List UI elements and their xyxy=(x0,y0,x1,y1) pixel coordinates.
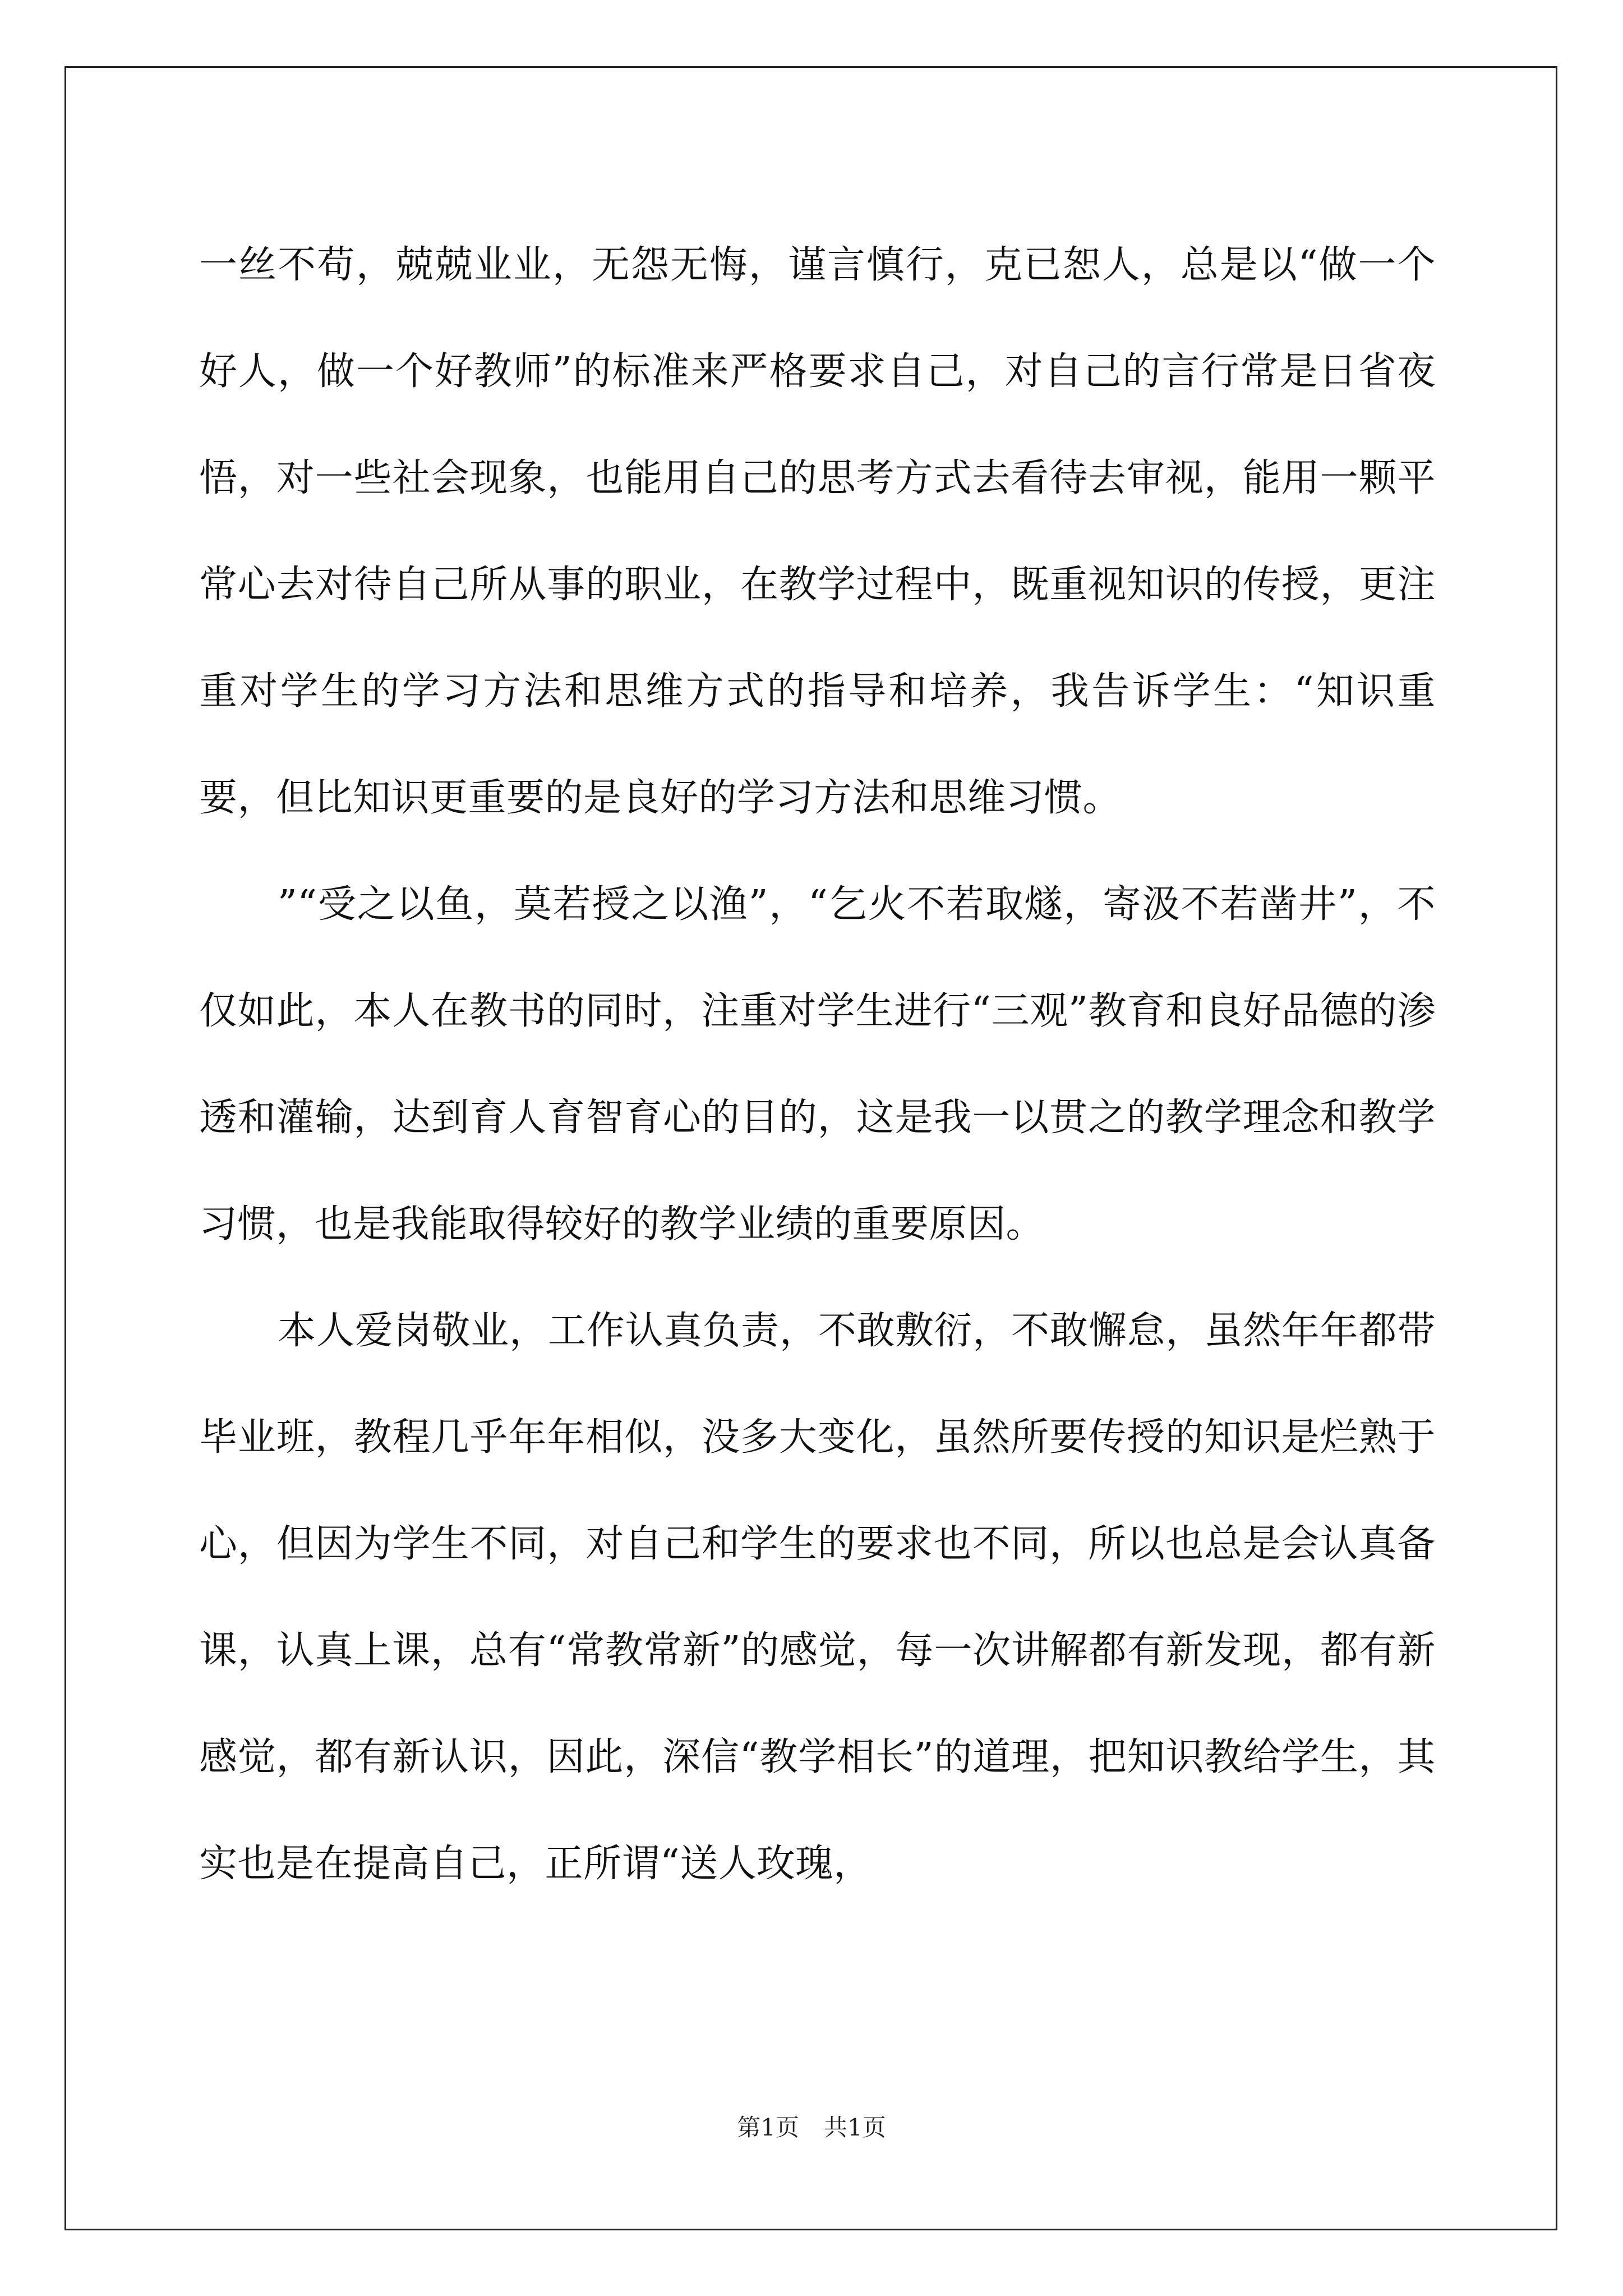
page-number: 第1页 xyxy=(737,2114,799,2141)
document-body xyxy=(199,212,1436,1917)
paragraph-3: 本人爱岗敬业，工作认真负责，不敢敷衍，不敢懈怠，虽然年年都带毕业班，教程几乎年年相似，没多大变化，虽然所要传授的知识是烂熟于心，但因为学生不同，对自己和学生的要求也不同，所以也总是会认真备课，认真上课，总有“常教常新”的感觉，每一次讲解都有新发现，都有新感觉，都有新认识，因此，深信“教学相长”的道理，把知识教给学生，其实也是在提高自己，正所谓“送人玫瑰， xyxy=(199,1309,1436,1886)
page-footer xyxy=(0,2109,1623,2143)
page-total: 共1页 xyxy=(824,2114,886,2141)
paragraph-1: 一丝不苟，兢兢业业，无怨无悔，谨言慎行，克已恕人，总是以“做一个好人，做一个好教师”的标准来严格要求自己，对自己的言行常是日省夜悟，对一些社会现象，也能用自己的思考方式去看待去审视，能用一颗平常心去对待自己所从事的职业，在教学过程中，既重视知识的传授，更注重对学生的学习方法和思维方式的指导和培养，我告诉学生：“知识重要，但比知识更重要的是良好的学习方法和思维习惯。 xyxy=(199,243,1436,820)
paragraph-2: ”“受之以鱼，莫若授之以渔”，“乞火不若取燧，寄汲不若凿井”，不仅如此，本人在教书的同时，注重对学生进行“三观”教育和良好品德的渗透和灌输，达到育人育智育心的目的，这是我一以贯之的教学理念和教学习惯，也是我能取得较好的教学业绩的重要原因。 xyxy=(199,882,1436,1246)
